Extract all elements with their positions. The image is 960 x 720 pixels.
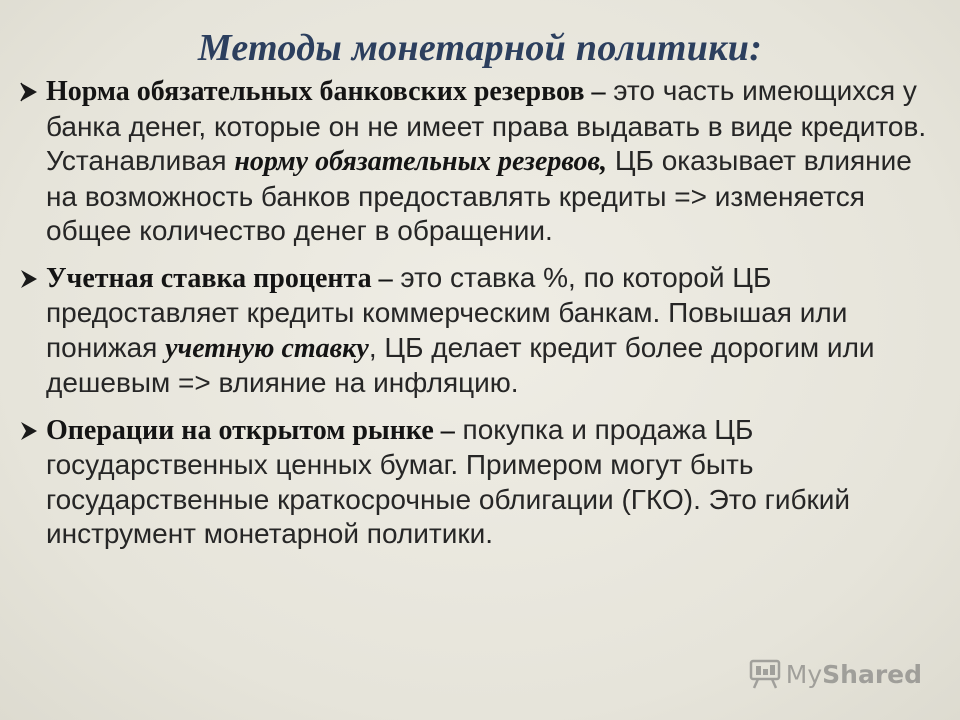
description: это часть имеющихся у банка денег, которые он не имеет права выдавать в виде кредитов. Устанавливая	[46, 75, 927, 176]
list-item-text	[46, 413, 934, 553]
presentation-board-icon	[748, 658, 782, 690]
list-item	[14, 74, 934, 249]
list-item	[14, 413, 934, 553]
arrow-bullet-icon	[18, 420, 40, 442]
description-continued: ЦБ оказывает влияние на возможность банков предоставлять кредиты => изменяется общее количество денег в обращении.	[46, 145, 912, 246]
term: Операции на открытом рынке –	[46, 414, 455, 446]
method-list	[14, 74, 934, 563]
arrow-bullet-icon	[18, 81, 40, 103]
watermark-shared: Shared	[822, 659, 922, 689]
list-item-text	[46, 261, 934, 401]
description-continued: , ЦБ делает кредит более дорогим или дешевым => влияние на инфляцию.	[46, 331, 875, 398]
description: это ставка %, по которой ЦБ предоставляет кредиты коммерческим банкам. Повышая или понижая	[46, 261, 848, 363]
watermark-my: My	[785, 659, 823, 689]
description: покупка и продажа ЦБ государственных ценных бумаг. Примером могут быть государственные краткосрочные облигации (ГКО). Это гибкий инструмент монетарной политики.	[46, 413, 851, 549]
emphasis: норму обязательных резервов,	[234, 146, 608, 177]
term: Учетная ставка процента –	[46, 262, 393, 294]
watermark-logo	[748, 658, 922, 690]
slide-title: Методы монетарной политики:	[197, 27, 763, 69]
emphasis: учетную ставку	[165, 332, 369, 364]
list-item-text	[46, 74, 934, 249]
term: Норма обязательных банковских резервов –	[46, 76, 606, 107]
arrow-bullet-icon	[18, 268, 40, 290]
watermark-text	[786, 660, 922, 689]
list-item	[14, 261, 934, 401]
